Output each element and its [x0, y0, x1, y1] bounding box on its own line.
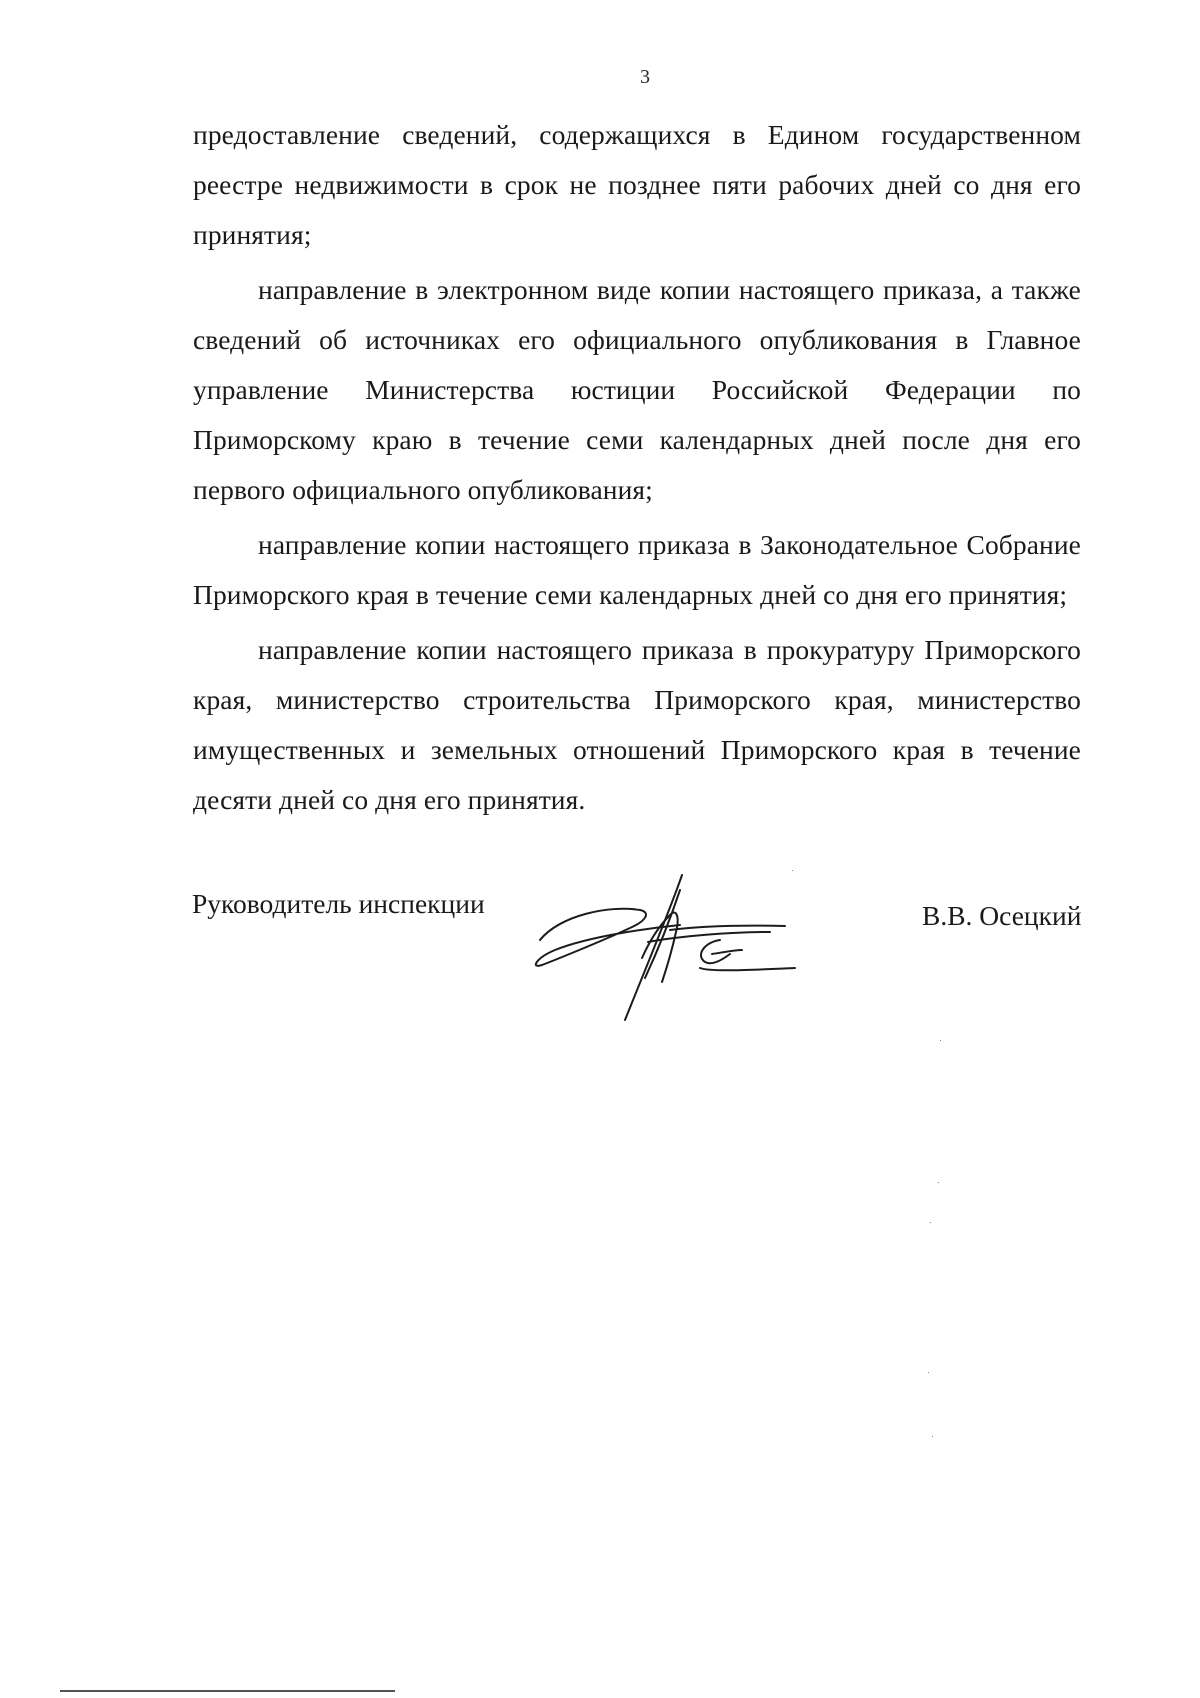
page-bottom-rule: [60, 1690, 395, 1692]
paragraph-2: направление в электронном виде копии настоящего приказа, а также сведений об источниках его официального опубликования в Главное управление Министерства юстиции Российской Федерации по Приморскому краю в течение семи календарных дней после дня его первого официального опубликования;: [193, 274, 1081, 505]
signatory-position: Руководитель инспекции: [192, 888, 485, 919]
page-number: 3: [640, 66, 650, 88]
signature-block: [0, 870, 1200, 1030]
signatory-name: В.В. Осецкий: [922, 900, 1082, 931]
document-body: [193, 110, 1081, 825]
paragraph-1: предоставление сведений, содержащихся в Едином государственном реестре недвижимости в срок не позднее пяти рабочих дней со дня его принятия;: [193, 119, 1081, 250]
handwritten-signature: [530, 870, 810, 1035]
paragraph-4: направление копии настоящего приказа в прокуратуру Приморского края, министерство строительства Приморского края, министерство имущественных и земельных отношений Приморского края в течение десяти дней со дня его принятия.: [193, 634, 1081, 815]
paragraph-3: направление копии настоящего приказа в Законодательное Собрание Приморского края в течение семи календарных дней со дня его принятия;: [193, 529, 1081, 610]
